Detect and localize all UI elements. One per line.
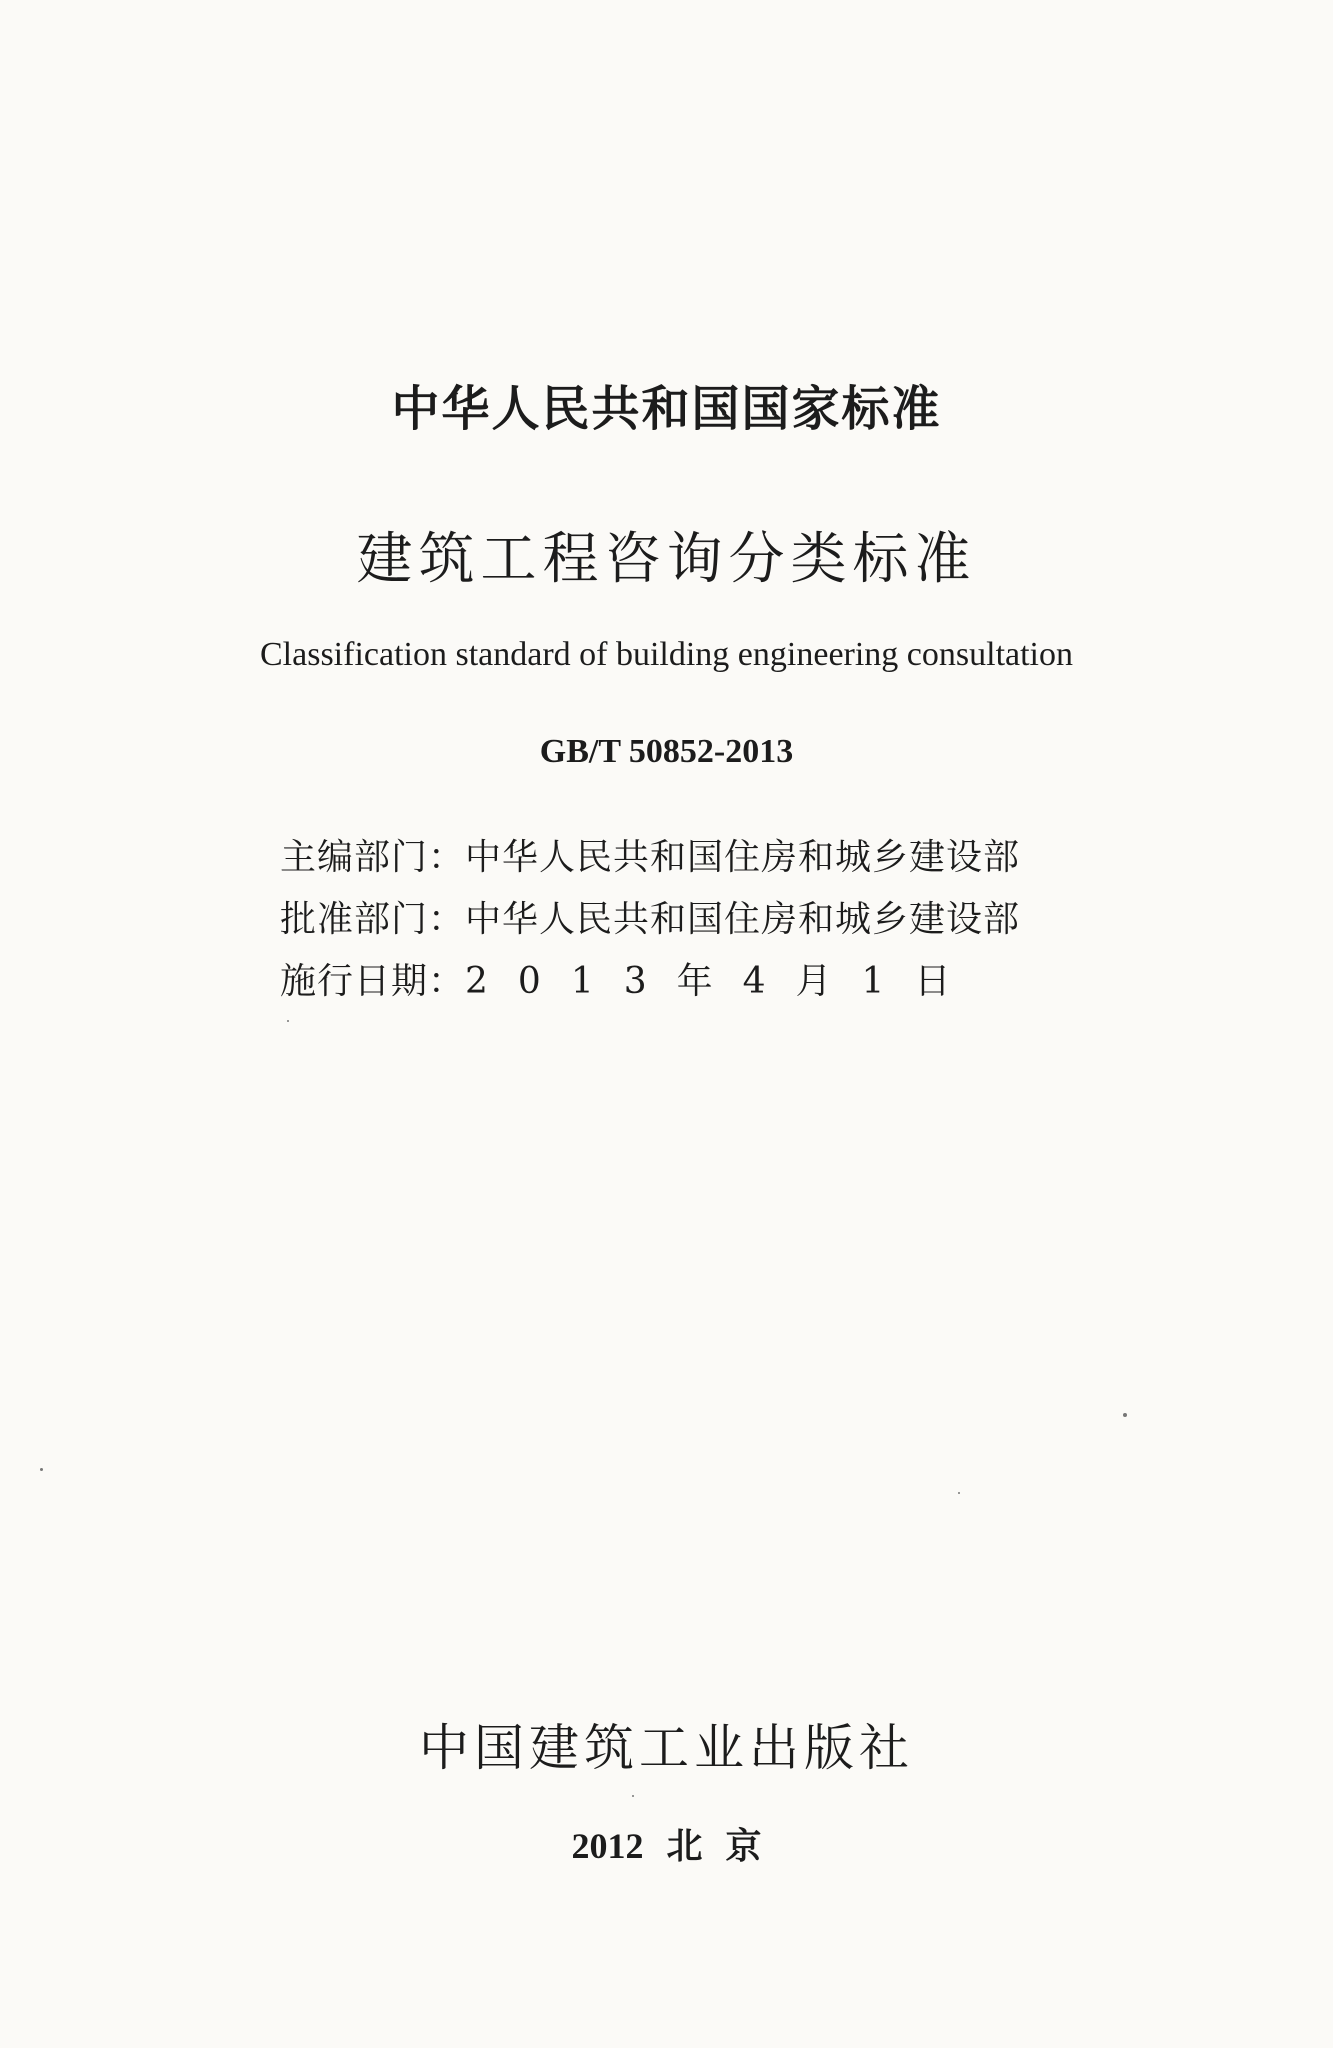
metadata-block bbox=[280, 827, 1020, 1013]
chief-editor-row bbox=[280, 827, 1020, 889]
effective-date-value: 2013年4月1日 bbox=[465, 961, 981, 1002]
scan-speck bbox=[958, 1492, 960, 1494]
chinese-title: 建筑工程咨询分类标准 bbox=[356, 527, 977, 592]
scan-speck bbox=[40, 1468, 43, 1471]
scan-speck bbox=[1123, 1413, 1127, 1417]
approval-label: 批准部门： bbox=[280, 899, 466, 940]
publisher: 中国建筑工业出版社 bbox=[419, 1719, 914, 1777]
chief-editor-value: 中华人民共和国住房和城乡建设部 bbox=[465, 837, 1021, 878]
scan-speck bbox=[287, 1020, 289, 1022]
standard-number: GB/T 50852-2013 bbox=[539, 733, 794, 770]
effective-date-label: 施行日期： bbox=[280, 961, 466, 1002]
effective-date-row bbox=[280, 951, 1020, 1013]
series-title: 中华人民共和国国家标准 bbox=[391, 381, 942, 437]
chief-editor-label: 主编部门： bbox=[280, 837, 466, 878]
publication-place-year: 2012 北 京 bbox=[571, 1826, 762, 1866]
approval-value: 中华人民共和国住房和城乡建设部 bbox=[465, 899, 1021, 940]
scan-speck bbox=[632, 1795, 634, 1797]
approval-row bbox=[280, 889, 1020, 951]
english-title: Classification standard of building engineering consultation bbox=[260, 636, 1073, 673]
